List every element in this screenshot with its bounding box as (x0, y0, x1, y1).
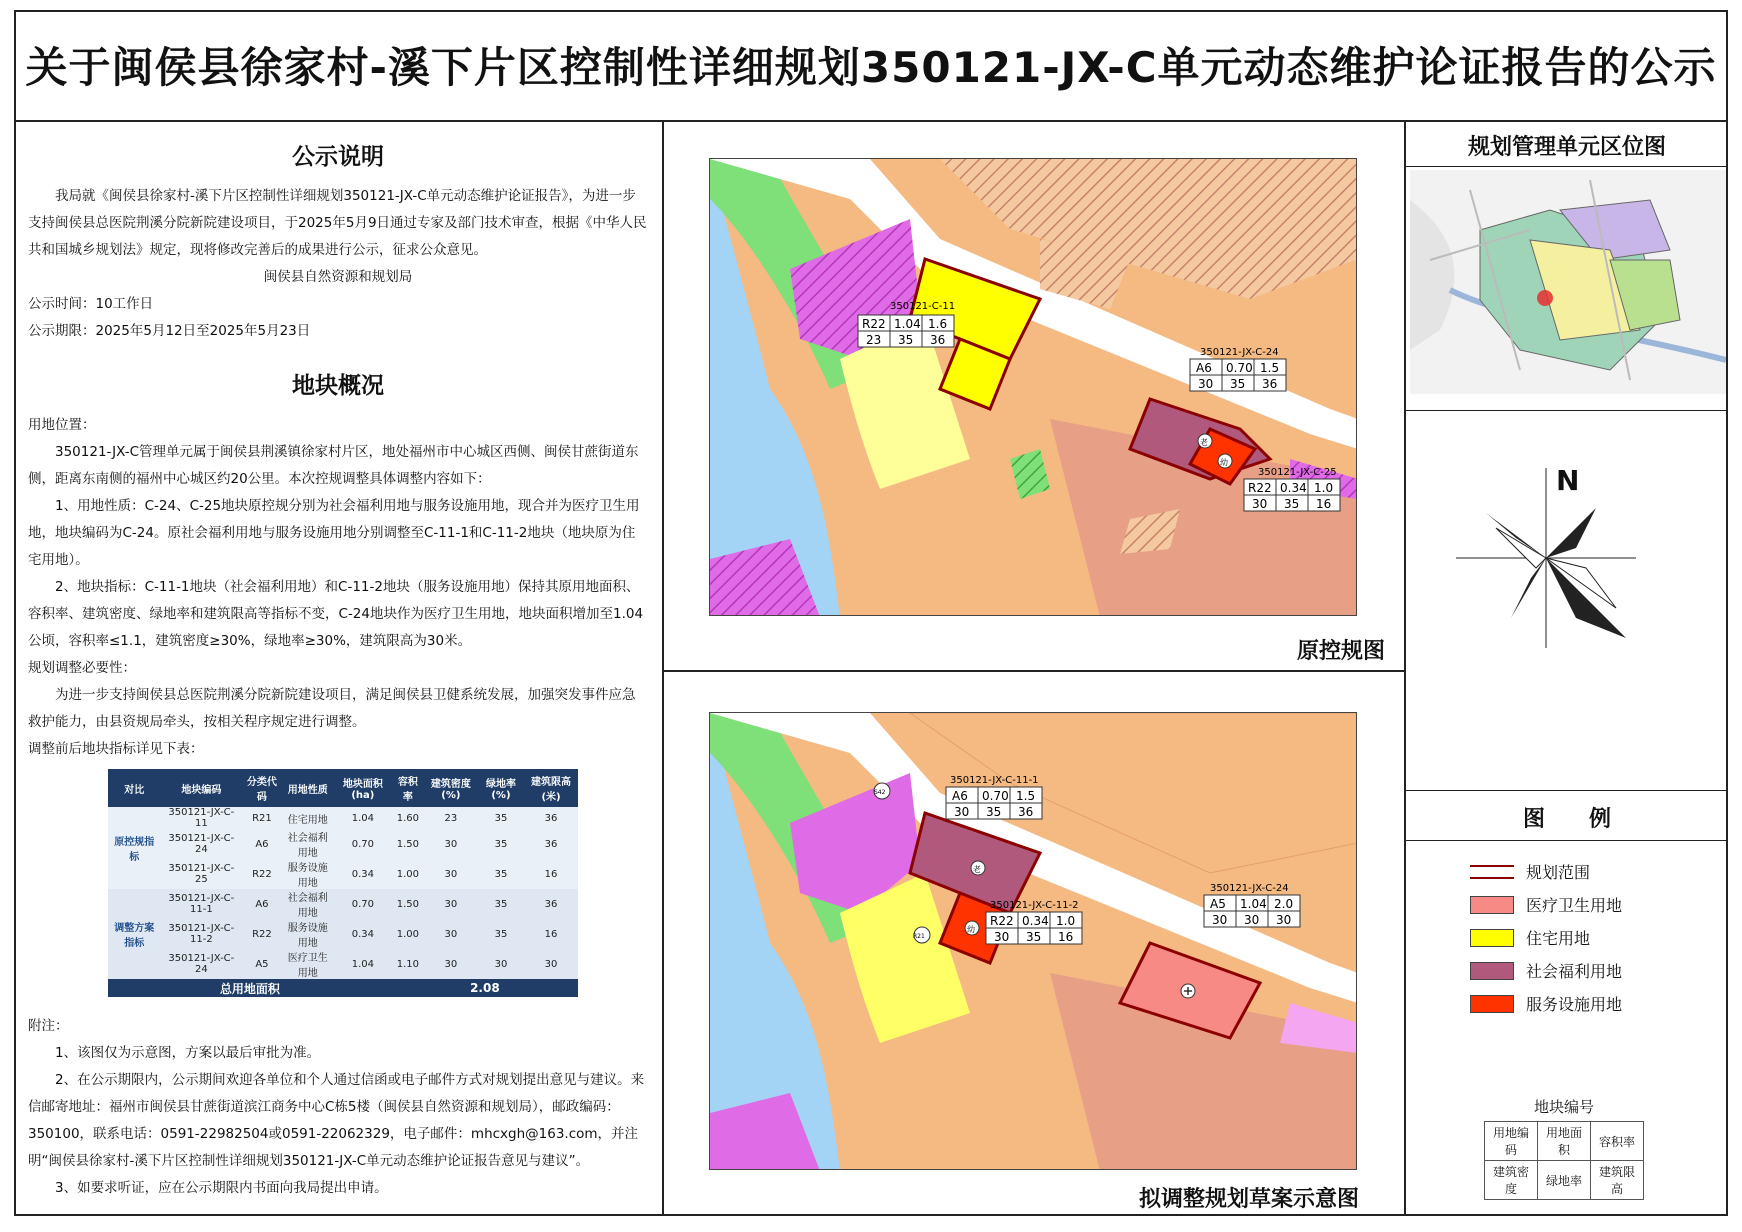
key-area: 用地面积 (1538, 1122, 1591, 1161)
orig-0-far: 1.6 (928, 317, 948, 331)
orig-parcel-code-1: 350121-JX-C-24 (1200, 347, 1279, 358)
th-area: 地块面积(ha) (334, 769, 392, 807)
orig-1-height: 36 (1262, 377, 1278, 391)
legend-swatch-medical (1470, 896, 1514, 914)
table-cell: 350121-JX-C-11 (160, 807, 242, 829)
location-map-svg (1410, 170, 1726, 394)
orig-parcel-box-1 (1190, 359, 1286, 391)
adjust-item-1: 1、用地性质：C-24、C-25地块原控规分别为社会福利用地与服务设施用地，现合并为医疗卫生用地，地块编码为C-24。原社会福利用地与服务设施用地分别调整至C-11-1和C-11-2地块（地块原为住宅用地）。 (28, 498, 640, 568)
location-map (1410, 170, 1726, 394)
notice-body: 我局就《闽侯县徐家村-溪下片区控制性详细规划350121-JX-C单元动态维护论证报告》，为进一步支持闽侯县总医院荆溪分院新院建设项目，于2025年5月9日通过专家及部门技术审查，根据《中华人民共和国城乡规划法》规定，现将修改完善后的成果进行公示，征求公众意见。 (28, 188, 647, 258)
north-arrow-svg (1456, 468, 1656, 668)
legend-label-medical: 医疗卫生用地 (1526, 896, 1623, 915)
after-group-label: 调整方案指标 (108, 889, 160, 979)
parcel-key-title: 地块编号 (1533, 1098, 1594, 1116)
total-row (108, 979, 578, 997)
left-panel (14, 122, 664, 1216)
table-cell: 350121-JX-C-24 (160, 949, 242, 979)
original-map-svg (710, 159, 1357, 616)
legend-swatch-boundary (1470, 865, 1514, 879)
legend-label-service: 服务设施用地 (1526, 995, 1623, 1014)
table-cell: 1.04 (334, 949, 392, 979)
table-cell: 1.00 (392, 859, 424, 889)
orig-parcel-code-2: 350121-JX-C-25 (1258, 467, 1337, 478)
note-1: 1、该图仅为示意图，方案以最后审批为准。 (55, 1045, 321, 1061)
table-cell: 社会福利用地 (282, 889, 334, 919)
orig-0-type: R22 (862, 317, 886, 331)
adj-parcel-code-1: 350121-JX-C-11-2 (990, 900, 1079, 911)
orig-2-density: 30 (1252, 497, 1268, 511)
elderly-mark: 老 (1200, 438, 1208, 447)
table-cell: 服务设施用地 (282, 919, 334, 949)
table-cell: 23 (424, 807, 478, 829)
overview-heading: 地块概况 (292, 373, 384, 399)
legend-swatch-service (1470, 995, 1514, 1013)
location-map-heading: 规划管理单元区位图 (1467, 135, 1666, 160)
legend-heading: 图 例 (1522, 807, 1611, 832)
table-cell: A5 (242, 949, 281, 979)
location-map-divider (1406, 166, 1728, 167)
adjust-item-2: 2、地块指标：C-11-1地块（社会福利用地）和C-11-2地块（服务设施用地）保持其原用地面积、容积率、建筑密度、绿地率和建筑限高等指标不变，C-24地块作为医疗卫生用地，地块面积增加至1.04公顷，容积率≤1.1，建筑密度≥30%，绿地率≥30%，建筑限高为30米。 (28, 579, 644, 649)
arrow-wedge-1 (1486, 513, 1546, 558)
original-map-caption: 原控规图 (1297, 639, 1386, 664)
th-green: 绿地率(%) (478, 769, 524, 807)
north-arrow (1456, 468, 1656, 672)
index-table-wrap (108, 769, 578, 997)
table-cell: 1.00 (392, 919, 424, 949)
table-cell: 医疗卫生用地 (282, 949, 334, 979)
adj-2-area: 1.04 (1240, 897, 1267, 911)
th-height: 建筑限高(米) (524, 769, 578, 807)
legend-swatch-residential (1470, 929, 1514, 947)
orig-1-area: 0.70 (1226, 361, 1253, 375)
table-cell: R22 (242, 859, 281, 889)
adj-1-type: R22 (990, 914, 1014, 928)
kid-mark: 幼 (1220, 458, 1228, 467)
before-row (108, 807, 578, 829)
location-text: 350121-JX-C管理单元属于闽侯县荆溪镇徐家村片区，地处福州市中心城区西侧、闽侯甘蔗街道东侧，距离东南侧的福州中心城区约20公里。本次控规调整具体调整内容如下： (28, 444, 639, 487)
table-cell: 350121-JX-C-11-1 (160, 889, 242, 919)
table-cell: 1.50 (392, 889, 424, 919)
table-cell: 35 (478, 889, 524, 919)
legend-item-residential (1470, 926, 1590, 949)
table-cell: 35 (478, 919, 524, 949)
after-row (108, 889, 578, 919)
location-label: 用地位置： (28, 417, 96, 433)
table-cell: 16 (524, 919, 578, 949)
orig-1-density: 30 (1198, 377, 1214, 391)
right-panel (1406, 122, 1728, 1216)
table-cell: 30 (424, 889, 478, 919)
notice-period: 公示期限：2025年5月12日至2025年5月23日 (28, 323, 311, 339)
r21-mark: R21 (913, 933, 925, 940)
table-cell: 社会福利用地 (282, 829, 334, 859)
th-use: 用地性质 (282, 769, 334, 807)
th-density: 建筑密度(%) (424, 769, 478, 807)
orig-1-far: 1.5 (1260, 361, 1280, 375)
table-cell: 16 (524, 859, 578, 889)
orig-1-green: 35 (1230, 377, 1246, 391)
orig-2-green: 35 (1284, 497, 1300, 511)
total-value: 2.08 (392, 979, 578, 997)
table-cell: 36 (524, 829, 578, 859)
notice-heading: 公示说明 (292, 144, 384, 170)
table-cell: 服务设施用地 (282, 859, 334, 889)
notice-signature: 闽侯县自然资源和规划局 (263, 269, 413, 285)
adj-1-green: 35 (1026, 930, 1042, 944)
legend-item-welfare (1470, 959, 1622, 982)
notice-time: 公示时间：10工作日 (28, 296, 154, 312)
north-divider (1406, 410, 1728, 411)
after-row (108, 919, 578, 949)
arrow-wedge-4 (1511, 558, 1546, 618)
necessity-label: 规划调整必要性： (28, 660, 136, 676)
table-cell: 1.50 (392, 829, 424, 859)
s42-mark: S42 (874, 789, 886, 796)
adjusted-plan-map (709, 712, 1357, 1170)
adj-2-green: 30 (1244, 913, 1260, 927)
arrow-wedge-6 (1496, 528, 1546, 568)
legend-heading-divider (1406, 840, 1728, 841)
table-cell: 1.10 (392, 949, 424, 979)
notes-label: 附注： (28, 1018, 69, 1034)
table-cell: 35 (478, 859, 524, 889)
th-code: 地块编码 (160, 769, 242, 807)
adj-1-density: 30 (994, 930, 1010, 944)
table-intro: 调整前后地块指标详见下表： (28, 741, 204, 757)
table-cell: 1.60 (392, 807, 424, 829)
adjusted-map-caption: 拟调整规划草案示意图 (1139, 1187, 1360, 1212)
arrow-wedge-3 (1546, 508, 1596, 558)
map-divider (664, 670, 1404, 672)
orig-0-green: 35 (898, 333, 914, 347)
key-height: 建筑限高 (1591, 1161, 1644, 1200)
table-cell: 30 (424, 859, 478, 889)
table-cell: 0.34 (334, 859, 392, 889)
adj-parcel-box-0 (946, 787, 1042, 819)
page-title: 关于闽侯县徐家村-溪下片区控制性详细规划350121-JX-C单元动态维护论证报告的公示 (14, 10, 1728, 122)
orig-1-type: A6 (1196, 361, 1212, 375)
adj-0-far: 1.5 (1016, 789, 1036, 803)
table-cell: 1.04 (334, 807, 392, 829)
table-cell: 36 (524, 889, 578, 919)
th-far: 容积率 (392, 769, 424, 807)
adj-0-green: 35 (986, 805, 1002, 819)
index-table (108, 769, 578, 997)
adj-parcel-code-2: 350121-JX-C-24 (1210, 883, 1289, 894)
table-cell: A6 (242, 829, 281, 859)
table-cell: 0.34 (334, 919, 392, 949)
north-label: N (1556, 464, 1580, 497)
table-cell: 0.70 (334, 829, 392, 859)
adj-0-density: 30 (954, 805, 970, 819)
adj-parcel-box-1 (986, 912, 1082, 944)
adj-0-area: 0.70 (982, 789, 1009, 803)
adj-1-area: 0.34 (1022, 914, 1049, 928)
th-compare: 对比 (108, 769, 160, 807)
table-cell: 30 (424, 919, 478, 949)
adj-1-height: 16 (1058, 930, 1074, 944)
table-cell: 36 (524, 807, 578, 829)
key-far: 容积率 (1591, 1122, 1644, 1161)
orig-2-far: 1.0 (1314, 481, 1334, 495)
key-density: 建筑密度 (1485, 1161, 1538, 1200)
legend-item-service (1470, 992, 1622, 1015)
note-3: 3、如要求听证，应在公示期限内书面向我局提出申请。 (55, 1180, 388, 1196)
table-cell: 35 (478, 829, 524, 859)
total-label: 总用地面积 (108, 979, 392, 997)
table-cell: 350121-JX-C-11-2 (160, 919, 242, 949)
legend-divider (1406, 790, 1728, 791)
adj-2-type: A5 (1210, 897, 1226, 911)
before-row (108, 829, 578, 859)
maps-panel (664, 122, 1406, 1216)
table-cell: 30 (424, 949, 478, 979)
elderly-mark-adj: 老 (973, 865, 981, 874)
parcel-key (1484, 1096, 1644, 1200)
original-plan-map (709, 158, 1357, 616)
orig-0-area: 1.04 (894, 317, 921, 331)
adj-0-type: A6 (952, 789, 968, 803)
adj-0-height: 36 (1018, 805, 1034, 819)
table-cell: 住宅用地 (282, 807, 334, 829)
adj-1-far: 1.0 (1056, 914, 1076, 928)
table-cell: 0.70 (334, 889, 392, 919)
th-class: 分类代码 (242, 769, 281, 807)
parcel-key-table (1484, 1121, 1644, 1200)
adjusted-map-svg (710, 713, 1357, 1170)
table-cell: 30 (424, 829, 478, 859)
legend-swatch-welfare (1470, 962, 1514, 980)
table-cell: R21 (242, 807, 281, 829)
legend-label-residential: 住宅用地 (1526, 929, 1591, 948)
orig-2-height: 16 (1316, 497, 1332, 511)
key-code: 用地编码 (1485, 1122, 1538, 1161)
table-cell: 30 (478, 949, 524, 979)
table-cell: 350121-JX-C-24 (160, 829, 242, 859)
legend-item-boundary (1470, 860, 1590, 883)
before-group-label: 原控规指标 (108, 807, 160, 889)
table-cell: 30 (524, 949, 578, 979)
orig-2-area: 0.34 (1280, 481, 1307, 495)
adj-parcel-code-0: 350121-JX-C-11-1 (950, 775, 1039, 786)
orig-parcel-code-0: 350121-C-11 (890, 301, 956, 312)
orig-0-density: 23 (866, 333, 882, 347)
orig-0-height: 36 (930, 333, 946, 347)
before-row (108, 859, 578, 889)
site-marker (1537, 290, 1553, 306)
table-cell: R22 (242, 919, 281, 949)
kid-mark-adj: 幼 (967, 925, 975, 934)
legend-label-boundary: 规划范围 (1526, 863, 1591, 882)
orig-2-type: R22 (1248, 481, 1272, 495)
key-green: 绿地率 (1538, 1161, 1591, 1200)
adj-parcel-box-2 (1204, 895, 1300, 927)
adj-2-density: 30 (1212, 913, 1228, 927)
note-2: 2、在公示期限内，公示期间欢迎各单位和个人通过信函或电子邮件方式对规划提出意见与建议。来信邮寄地址：福州市闽侯县甘蔗街道滨江商务中心C栋5楼（闽侯县自然资源和规划局），邮政编码：350100，联系电话：0591-22982504或0591-22062329，电子邮件：mhcxgh@163.com，并注明“闽侯县徐家村-溪下片区控制性详细规划350121-JX-C单元动态维护论证报告意见与建议”。 (28, 1072, 645, 1169)
legend-item-medical (1470, 893, 1622, 916)
table-cell: 35 (478, 807, 524, 829)
orig-parcel-box-0 (858, 315, 954, 347)
adj-2-height: 30 (1276, 913, 1292, 927)
orig-parcel-box-2 (1244, 479, 1340, 511)
adj-2-far: 2.0 (1274, 897, 1294, 911)
table-cell: A6 (242, 889, 281, 919)
legend-label-welfare: 社会福利用地 (1526, 962, 1623, 981)
after-row (108, 949, 578, 979)
necessity-text: 为进一步支持闽侯县总医院荆溪分院新院建设项目，满足闽侯县卫健系统发展，加强突发事件应急救护能力，由县资规局牵头，按相关程序规定进行调整。 (28, 687, 636, 730)
table-cell: 350121-JX-C-25 (160, 859, 242, 889)
